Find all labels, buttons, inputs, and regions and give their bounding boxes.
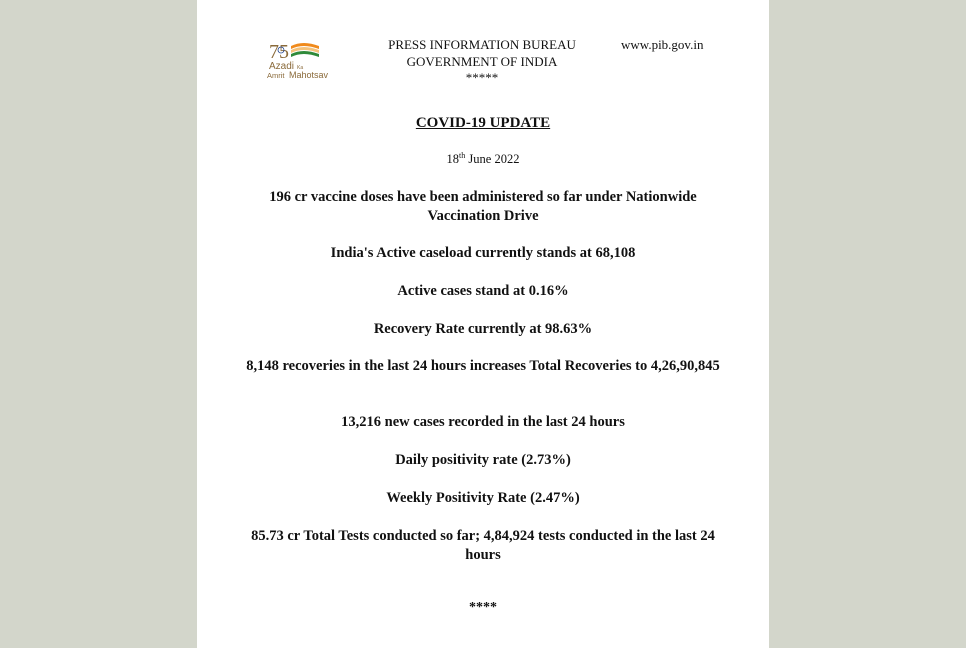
headline-weekly-positivity: Weekly Positivity Rate (2.47%) <box>386 490 580 506</box>
azadi-ka-amrit-mahotsav-logo <box>267 38 339 82</box>
end-mark: **** <box>469 600 497 615</box>
headline-active-cases: Active cases stand at 0.16% <box>397 283 569 299</box>
press-release-page <box>197 0 769 648</box>
headline-active-caseload: India's Active caseload currently stands at 68,108 <box>330 245 636 261</box>
headline-recovery-rate: Recovery Rate currently at 98.63% <box>373 321 593 337</box>
headline-daily-positivity: Daily positivity rate (2.73%) <box>395 452 571 468</box>
flag-green-stripe <box>291 51 319 57</box>
logo-line2b: Mahotsav <box>289 70 329 80</box>
website-link[interactable]: www.pib.gov.in <box>621 37 704 52</box>
logo-ka: Ka <box>297 65 304 71</box>
logo-line2a: Amrit <box>267 71 285 80</box>
bureau-header <box>347 37 617 87</box>
header-separator: ***** <box>465 70 499 85</box>
headline-vaccination: 196 cr vaccine doses have been administered so far under Nationwide Vaccination Drive <box>269 189 697 224</box>
date-day: 18 <box>446 152 460 167</box>
date-rest: June 2022 <box>465 152 520 167</box>
headline-new-cases: 13,216 new cases recorded in the last 24 hours <box>341 414 625 430</box>
date-suffix: th <box>459 151 466 160</box>
headline-total-tests: 85.73 cr Total Tests conducted so far; 4,84,924 tests conducted in the last 24 hours <box>251 528 715 563</box>
bureau-name: PRESS INFORMATION BUREAU <box>388 37 576 52</box>
headline-recoveries: 8,148 recoveries in the last 24 hours increases Total Recoveries to 4,26,90,845 <box>246 358 720 374</box>
release-date <box>197 151 769 167</box>
page-title: COVID-19 UPDATE <box>415 115 551 131</box>
government-name: GOVERNMENT OF INDIA <box>406 53 558 69</box>
logo-line1: Azadi <box>269 61 295 72</box>
logo-number: 75 <box>269 41 289 63</box>
